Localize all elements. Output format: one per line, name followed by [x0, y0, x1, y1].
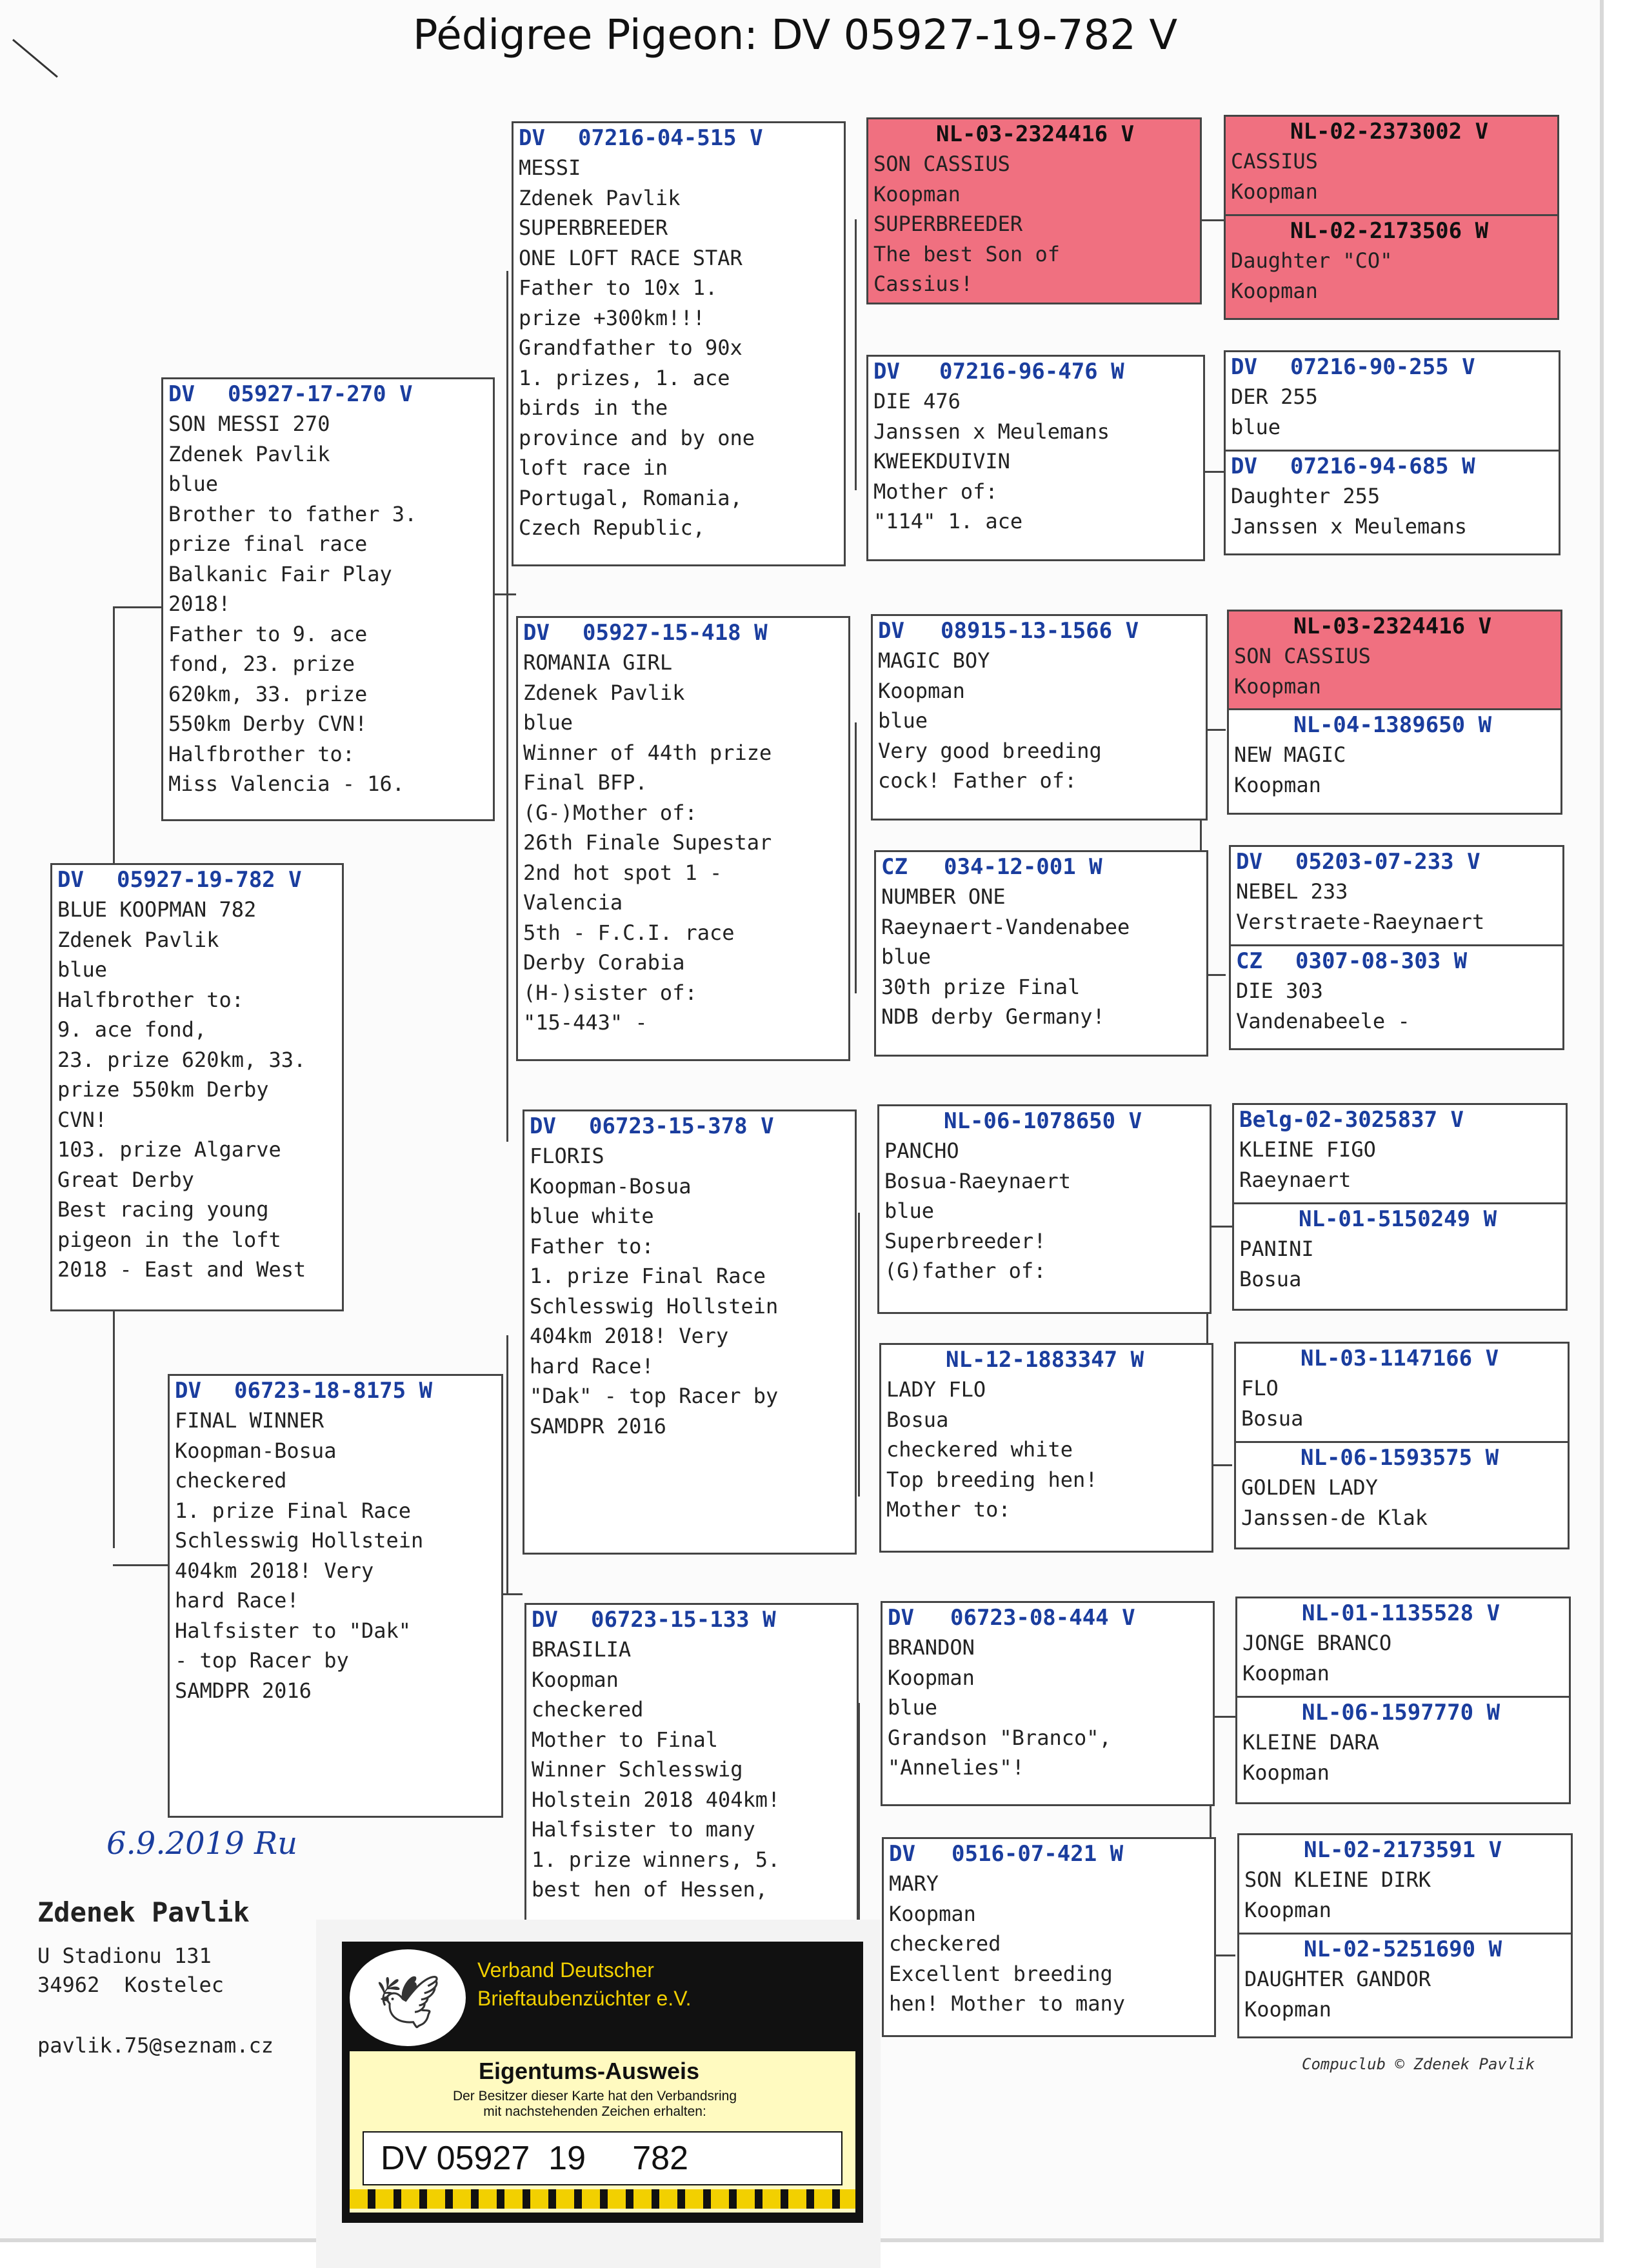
ring-number: NL-03-2324416 V — [936, 121, 1135, 147]
pigeon-details: MARY Koopman checkered Excellent breeding hen! Mother to many — [889, 1871, 1126, 2016]
breeder-address: U Stadionu 131 34962 Kostelec — [37, 1944, 224, 1997]
connector-line — [113, 606, 163, 608]
pigeon-card-sire[interactable] — [161, 377, 495, 821]
connector-line — [113, 1564, 168, 1566]
pigeon-details: FLORIS Koopman-Bosua blue white Father to: 1. prize Final Race Schlesswig Hollstein 404km 2018! Very hard Race! "Dak" - top Racer by SAMDPR 2016 — [530, 1144, 779, 1438]
pigeon-card-gen4[interactable] — [866, 355, 1205, 561]
ring-number: DV 07216-04-515 V — [519, 125, 763, 151]
ring-number: Belg-02-3025837 V — [1239, 1107, 1464, 1133]
pigeon-details: PANINI Bosua — [1239, 1237, 1314, 1291]
pigeon-details: SON CASSIUS Koopman — [1234, 644, 1371, 699]
pigeon-details: MAGIC BOY Koopman blue Very good breeding cock! Father of: — [878, 648, 1102, 793]
pigeon-details: BRANDON Koopman blue Grandson "Branco", "Annelies"! — [888, 1635, 1112, 1780]
pigeon-details: SON MESSI 270 Zdenek Pavlik blue Brother to father 3. prize final race Balkanic Fair Play 2018! Father to 9. ace fond, 23. prize 620km, 33. prize 550km Derby CVN! Halfbrother to: Miss Valencia - 16. — [168, 412, 417, 796]
connector-line — [503, 1593, 523, 1595]
ring-number: NL-02-2173506 W — [1290, 218, 1489, 244]
pigeon-details: NEBEL 233 Verstraete-Raeynaert — [1236, 879, 1485, 934]
pigeon-details: Daughter "CO" Koopman — [1231, 248, 1393, 303]
pigeon-details: PANCHO Bosua-Raeynaert blue Superbreeder! (G)father of: — [884, 1139, 1071, 1283]
pigeon-details: KLEINE DARA Koopman — [1242, 1730, 1379, 1785]
card-ring-number: DV 05927 19 782 — [381, 2140, 689, 2177]
card-subtitle: Der Besitzer dieser Karte hat den Verbandsring mit nachstehenden Zeichen erhalten: — [452, 2089, 737, 2119]
pigeon-details: Daughter 255 Janssen x Meulemans — [1231, 484, 1468, 539]
connector-line — [855, 722, 857, 993]
ring-number: DV 06723-18-8175 W — [175, 1378, 433, 1404]
connector-line — [1200, 219, 1226, 221]
ring-number: DV 06723-08-444 V — [888, 1605, 1135, 1631]
ring-number: NL-02-5251690 W — [1304, 1936, 1502, 1962]
ring-number: DV 05927-19-782 V — [57, 867, 302, 893]
pigeon-details: DAUGHTER GANDOR Koopman — [1244, 1967, 1431, 2022]
pigeon-pair-gen5[interactable] — [1232, 1103, 1568, 1311]
ring-number: NL-03-1147166 V — [1301, 1346, 1499, 1371]
pigeon-card-gen4[interactable] — [882, 1837, 1216, 2037]
ring-number: NL-04-1389650 W — [1293, 712, 1492, 738]
pigeon-details: CASSIUS Koopman — [1231, 149, 1318, 204]
ring-number: NL-02-2173591 V — [1304, 1837, 1502, 1863]
copyright-footer: Compuclub © Zdenek Pavlik — [1302, 2055, 1535, 2073]
pigeon-details: BLUE KOOPMAN 782 Zdenek Pavlik blue Halfbrother to: 9. ace fond, 23. prize 620km, 33. prize 550km Derby CVN! 103. prize Algarve Great Derby Best racing young pigeon in the loft 2018 - East and West — [57, 897, 306, 1282]
pigeon-details: DER 255 blue — [1231, 384, 1318, 439]
ring-number: DV 05203-07-233 V — [1236, 849, 1480, 875]
ring-number: CZ 0307-08-303 W — [1236, 948, 1468, 974]
connector-line — [506, 1335, 508, 1593]
pigeon-details: GOLDEN LADY Janssen-de Klak — [1241, 1475, 1428, 1530]
ring-number: NL-03-2324416 V — [1293, 613, 1492, 639]
pigeon-details: FLO Bosua — [1241, 1376, 1304, 1431]
dove-logo-icon: 🕊 — [350, 1949, 466, 2046]
ring-number: CZ 034-12-001 W — [881, 854, 1102, 880]
pigeon-pair-gen5[interactable] — [1235, 1597, 1571, 1804]
pigeon-card-gen4[interactable] — [877, 1104, 1211, 1314]
ring-number: NL-06-1593575 W — [1301, 1445, 1499, 1471]
pigeon-card-dam[interactable] — [168, 1374, 503, 1818]
pigeon-details: FINAL WINNER Koopman-Bosua checkered 1. prize Final Race Schlesswig Hollstein 404km 2018! Very hard Race! Halfsister to "Dak" - top Racer by SAMDPR 2016 — [175, 1408, 424, 1703]
pigeon-card-gen4[interactable] — [874, 850, 1208, 1057]
pigeon-pair-gen5[interactable] — [1229, 845, 1564, 1050]
pigeon-card-grandparent[interactable] — [523, 1109, 857, 1555]
ring-number: DV 07216-90-255 V — [1231, 354, 1475, 380]
card-heading: Eigentums-Ausweis — [479, 2058, 700, 2084]
ring-number: NL-01-1135528 V — [1302, 1600, 1500, 1626]
ring-number: DV 07216-94-685 W — [1231, 453, 1475, 479]
pigeon-card-gen4[interactable] — [866, 117, 1202, 304]
page-title: Pédigree Pigeon: DV 05927-19-782 V — [413, 12, 1178, 59]
pigeon-details: BRASILIA Koopman checkered Mother to Final Winner Schlesswig Holstein 2018 404km! Halfsister to many 1. prize winners, 5. best hen of Hessen, — [532, 1637, 781, 1902]
ring-number: NL-01-5150249 W — [1299, 1206, 1497, 1232]
connector-line — [506, 271, 508, 1142]
ring-number: NL-06-1597770 W — [1302, 1700, 1500, 1726]
ring-number: DV 05927-15-418 W — [523, 620, 768, 646]
pigeon-pair-gen5[interactable] — [1224, 350, 1560, 555]
ring-number: NL-06-1078650 V — [944, 1108, 1142, 1134]
pigeon-pair-gen5[interactable] — [1234, 1342, 1570, 1549]
pigeon-details: MESSI Zdenek Pavlik SUPERBREEDER ONE LOFT RACE STAR Father to 10x 1. prize +300km!!! Grandfather to 90x 1. prizes, 1. ace birds in the province and by one loft race in Portugal, Romania, Czech Republic, — [519, 155, 755, 540]
pigeon-card-grandparent[interactable] — [516, 616, 850, 1061]
pigeon-card-grandparent[interactable] — [524, 1603, 859, 1925]
pigeon-card-subject[interactable] — [50, 863, 344, 1311]
card-body — [350, 2051, 855, 2213]
pigeon-details: ROMANIA GIRL Zdenek Pavlik blue Winner of 44th prize Final BFP. (G-)Mother of: 26th Finale Supestar 2nd hot spot 1 - Valencia 5th - F.C.I. race Derby Corabia (H-)sister of: "15-443" - — [523, 650, 772, 1035]
pigeon-card-gen4[interactable] — [881, 1601, 1215, 1806]
pigeon-pair-gen5[interactable] — [1224, 115, 1559, 320]
pigeon-details: LADY FLO Bosua checkered white Top breeding hen! Mother to: — [886, 1377, 1098, 1522]
card-ring-number-field — [363, 2131, 842, 2185]
breeder-name: Zdenek Pavlik — [37, 1896, 250, 1928]
ring-number: DV 0516-07-421 W — [889, 1841, 1124, 1867]
ring-number: NL-12-1883347 W — [946, 1347, 1144, 1373]
ring-number: DV 08915-13-1566 V — [878, 618, 1139, 644]
ring-number: DV 05927-17-270 V — [168, 381, 413, 407]
pigeon-details: KLEINE FIGO Raeynaert — [1239, 1137, 1376, 1192]
ring-number: DV 06723-15-133 W — [532, 1607, 776, 1633]
ring-number: DV 07216-96-476 W — [873, 359, 1124, 384]
ownership-card — [342, 1942, 863, 2223]
pigeon-card-gen4[interactable] — [871, 614, 1208, 821]
connector-line — [855, 219, 857, 490]
card-organization: Verband Deutscher Brieftaubenzüchter e.V. — [477, 1958, 692, 2010]
ring-number: DV 06723-15-378 V — [530, 1113, 774, 1139]
pigeon-details: JONGE BRANCO Koopman — [1242, 1631, 1392, 1686]
pigeon-details: SON CASSIUS Koopman SUPERBREEDER The best Son of Cassius! — [873, 152, 1060, 296]
breeder-email: pavlik.75@seznam.cz — [37, 2033, 274, 2058]
handwritten-signature: 6.9.2019 Ru — [106, 1825, 298, 1862]
pigeon-details: DIE 303 Vandenabeele - — [1236, 979, 1410, 1033]
connector-line — [494, 593, 516, 595]
pigeon-card-grandparent[interactable] — [512, 121, 846, 566]
card-pattern-band — [350, 2189, 855, 2209]
pigeon-details: NUMBER ONE Raeynaert-Vandenabee blue 30th prize Final NDB derby Germany! — [881, 884, 1130, 1029]
pigeon-pair-gen5[interactable] — [1237, 1833, 1573, 2038]
pigeon-details: DIE 476 Janssen x Meulemans KWEEKDUIVIN Mother of: "114" 1. ace — [873, 389, 1110, 533]
pigeon-pair-gen5[interactable] — [1227, 610, 1562, 815]
connector-line — [858, 1213, 860, 1497]
pigeon-details: NEW MAGIC Koopman — [1234, 742, 1346, 797]
ring-number: NL-02-2373002 V — [1290, 119, 1489, 144]
pigeon-card-gen4[interactable] — [879, 1343, 1213, 1553]
pigeon-details: SON KLEINE DIRK Koopman — [1244, 1867, 1431, 1922]
